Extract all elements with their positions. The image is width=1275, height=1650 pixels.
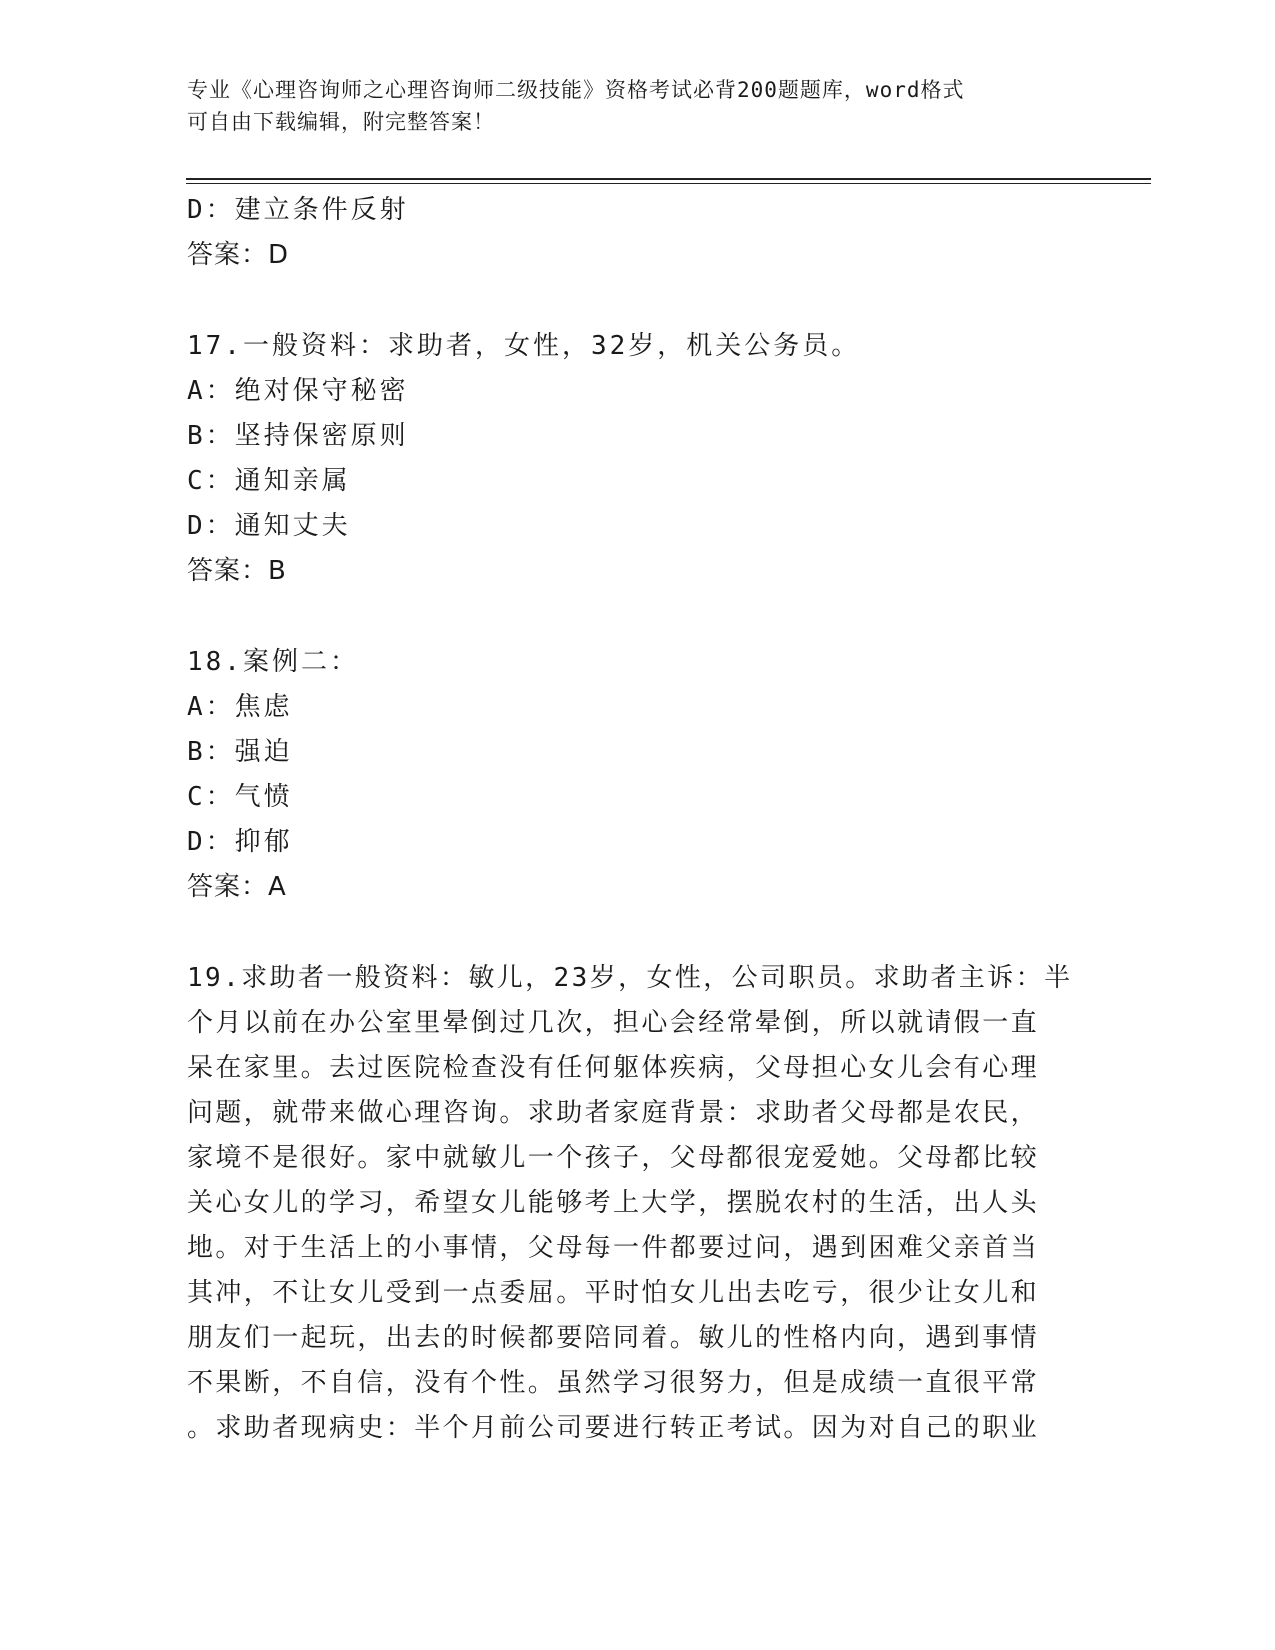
- question-stem: 17.一般资料：求助者，女性，32岁，机关公务员。: [187, 331, 861, 361]
- q19-line: 不果断，不自信，没有个性。虽然学习很努力，但是成绩一直很平常: [187, 1368, 1040, 1398]
- spacer: [187, 278, 1087, 324]
- option-b: B：强迫: [187, 737, 293, 767]
- q19-line: 呆在家里。去过医院检查没有任何躯体疾病，父母担心女儿会有心理: [187, 1053, 1040, 1083]
- option-d: D：通知丈夫: [187, 511, 351, 541]
- q19-line: 家境不是很好。家中就敏儿一个孩子，父母都很宠爱她。父母都比较: [187, 1143, 1040, 1173]
- q19-line: 地。对于生活上的小事情，父母每一件都要过问，遇到困难父亲首当: [187, 1233, 1040, 1263]
- option-d: D：抑郁: [187, 827, 293, 857]
- answer: 答案：A: [187, 872, 287, 902]
- option-c: C：气愤: [187, 782, 293, 812]
- option-a: A：绝对保守秘密: [187, 376, 409, 406]
- option-c: C：通知亲属: [187, 466, 351, 496]
- document-body: [187, 188, 1087, 1451]
- question-17: [187, 324, 1087, 594]
- q19-line: 关心女儿的学习，希望女儿能够考上大学，摆脱农村的生活，出人头: [187, 1188, 1040, 1218]
- question-19: [187, 956, 1077, 1451]
- header-rule-thick: [186, 178, 1151, 180]
- spacer: [187, 594, 1087, 640]
- answer: 答案：B: [187, 556, 287, 586]
- q19-line: 其冲，不让女儿受到一点委屈。平时怕女儿出去吃亏，很少让女儿和: [187, 1278, 1040, 1308]
- header-line-1: 专业《心理咨询师之心理咨询师二级技能》资格考试必背200题题库，word格式: [187, 78, 965, 102]
- q19-line: 19.求助者一般资料：敏儿，23岁，女性，公司职员。求助者主诉：半: [187, 963, 1073, 993]
- option-a: A：焦虑: [187, 692, 293, 722]
- option-b: B：坚持保密原则: [187, 421, 409, 451]
- q19-line: 。求助者现病史：半个月前公司要进行转正考试。因为对自己的职业: [187, 1413, 1040, 1443]
- header-line-2: 可自由下载编辑，附完整答案！: [187, 110, 495, 134]
- header-rule-thin: [186, 183, 1151, 184]
- spacer: [187, 910, 1087, 956]
- prev-option-d: D：建立条件反射: [187, 195, 409, 225]
- q19-line: 个月以前在办公室里晕倒过几次，担心会经常晕倒，所以就请假一直: [187, 1008, 1040, 1038]
- prev-answer: 答案：D: [187, 240, 290, 270]
- question-18: [187, 640, 1087, 910]
- document-header: [187, 74, 1067, 138]
- q19-line: 问题，就带来做心理咨询。求助者家庭背景：求助者父母都是农民，: [187, 1098, 1040, 1128]
- question-stem: 18.案例二：: [187, 647, 359, 677]
- q19-line: 朋友们一起玩，出去的时候都要陪同着。敏儿的性格内向，遇到事情: [187, 1323, 1040, 1353]
